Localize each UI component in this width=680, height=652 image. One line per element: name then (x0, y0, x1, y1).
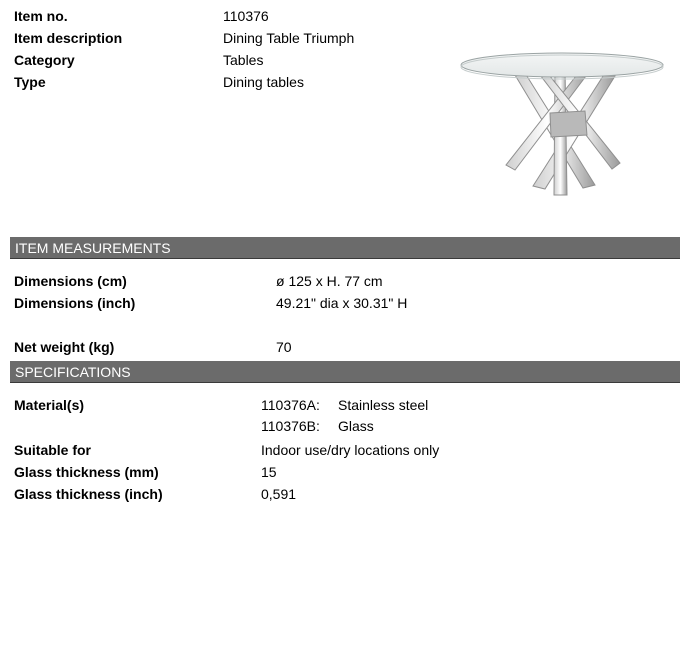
glass-thickness-inch-value: 0,591 (261, 486, 297, 502)
glass-thickness-mm-value: 15 (261, 464, 277, 480)
materials-label: Material(s) (14, 397, 85, 413)
dimensions-cm-value: ø 125 x H. 77 cm (276, 273, 383, 289)
item-description-label: Item description (14, 30, 123, 46)
specifications-header: SPECIFICATIONS (10, 361, 680, 383)
item-description-value: Dining Table Triumph (223, 30, 355, 46)
suitable-for-value: Indoor use/dry locations only (261, 442, 440, 458)
item-measurements-header: ITEM MEASUREMENTS (10, 237, 680, 259)
glass-thickness-mm-label: Glass thickness (mm) (14, 464, 159, 480)
type-label: Type (14, 74, 46, 90)
type-value: Dining tables (223, 74, 304, 90)
dimensions-cm-label: Dimensions (cm) (14, 273, 127, 289)
item-no-label: Item no. (14, 8, 68, 24)
net-weight-label: Net weight (kg) (14, 339, 115, 355)
category-label: Category (14, 52, 75, 68)
material-name: Stainless steel (338, 397, 429, 413)
dimensions-inch-value: 49.21" dia x 30.31" H (276, 295, 408, 311)
material-name: Glass (338, 418, 374, 434)
item-no-value: 110376 (223, 8, 269, 24)
material-code: 110376A: (261, 397, 320, 413)
product-image (455, 45, 670, 200)
dimensions-inch-label: Dimensions (inch) (14, 295, 136, 311)
suitable-for-label: Suitable for (14, 442, 92, 458)
glass-thickness-inch-label: Glass thickness (inch) (14, 486, 163, 502)
material-code: 110376B: (261, 418, 320, 434)
net-weight-value: 70 (276, 339, 292, 355)
category-value: Tables (223, 52, 264, 68)
